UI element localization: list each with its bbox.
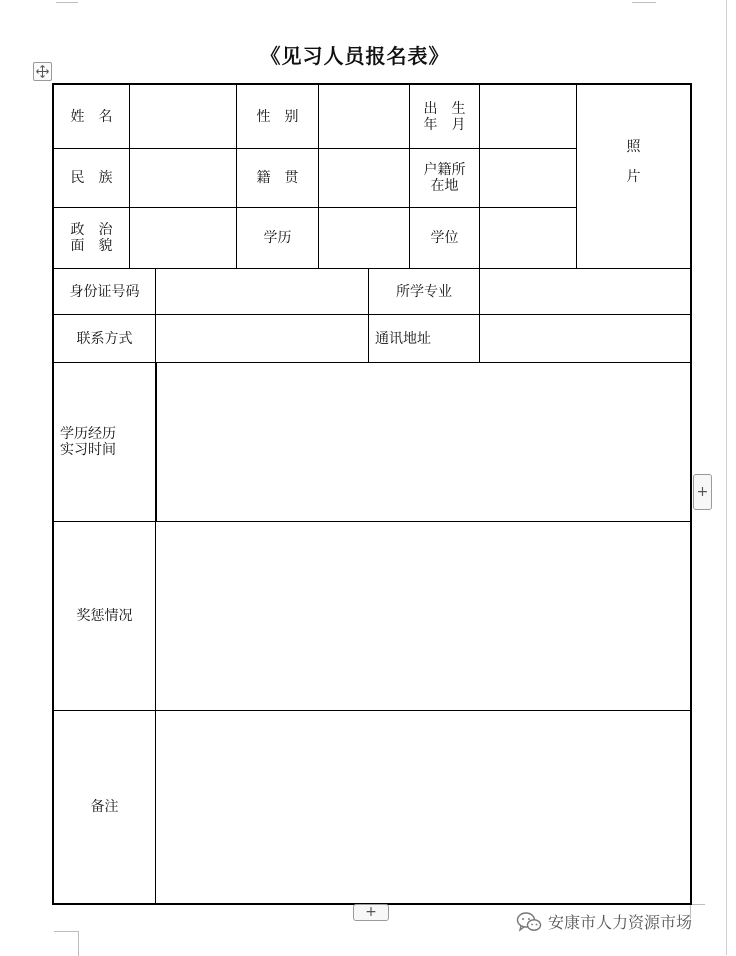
crop-mark-bottom-right bbox=[690, 904, 705, 919]
label-ethnicity: 民 族 bbox=[70, 170, 113, 186]
value-id-number[interactable] bbox=[156, 269, 368, 314]
label-gender: 性 别 bbox=[256, 108, 299, 125]
label-birth-date: 出 生 年 月 bbox=[423, 100, 466, 133]
value-gender[interactable] bbox=[319, 85, 409, 148]
move-icon[interactable] bbox=[33, 62, 52, 81]
crop-mark-top-left bbox=[56, 0, 78, 3]
form-title: 《见习人员报名表》 bbox=[260, 44, 450, 68]
value-major[interactable] bbox=[480, 269, 690, 314]
value-address[interactable] bbox=[480, 315, 690, 362]
photo-placeholder[interactable]: 照 片 bbox=[626, 138, 641, 185]
value-degree[interactable] bbox=[480, 208, 576, 268]
label-native-place: 籍 贯 bbox=[256, 170, 299, 186]
value-remarks[interactable] bbox=[156, 711, 690, 903]
value-name[interactable] bbox=[130, 85, 236, 148]
add-row-button[interactable]: + bbox=[353, 904, 389, 921]
label-experience: 学历经历 实习时间 bbox=[60, 426, 116, 458]
value-political-status[interactable] bbox=[130, 208, 236, 268]
label-remarks: 备注 bbox=[90, 799, 119, 815]
label-id-number: 身份证号码 bbox=[69, 283, 140, 300]
label-awards: 奖惩情况 bbox=[76, 608, 133, 624]
label-contact: 联系方式 bbox=[76, 330, 133, 347]
registration-table bbox=[52, 83, 692, 905]
page-right-edge bbox=[726, 0, 727, 955]
label-major: 所学专业 bbox=[396, 283, 452, 300]
value-education[interactable] bbox=[319, 208, 409, 268]
label-education: 学历 bbox=[263, 230, 292, 246]
crop-mark-bottom-left bbox=[54, 931, 79, 956]
watermark bbox=[516, 910, 692, 933]
value-birth-date[interactable] bbox=[480, 85, 576, 148]
value-ethnicity[interactable] bbox=[130, 149, 236, 207]
label-address: 通讯地址 bbox=[375, 330, 431, 347]
wechat-icon bbox=[516, 911, 542, 933]
value-contact[interactable] bbox=[156, 315, 368, 362]
value-hukou[interactable] bbox=[480, 149, 576, 207]
add-column-button[interactable]: + bbox=[693, 474, 712, 510]
value-native-place[interactable] bbox=[319, 149, 409, 207]
label-hukou: 户籍所 在地 bbox=[423, 162, 466, 194]
crop-mark-top-right bbox=[632, 0, 656, 3]
watermark-text: 安康市人力资源市场 bbox=[548, 913, 693, 932]
label-political-status: 政 治 面 貌 bbox=[70, 222, 113, 254]
label-name: 姓 名 bbox=[70, 108, 113, 125]
value-experience[interactable] bbox=[157, 363, 690, 521]
value-awards[interactable] bbox=[156, 522, 690, 710]
label-degree: 学位 bbox=[430, 230, 459, 246]
